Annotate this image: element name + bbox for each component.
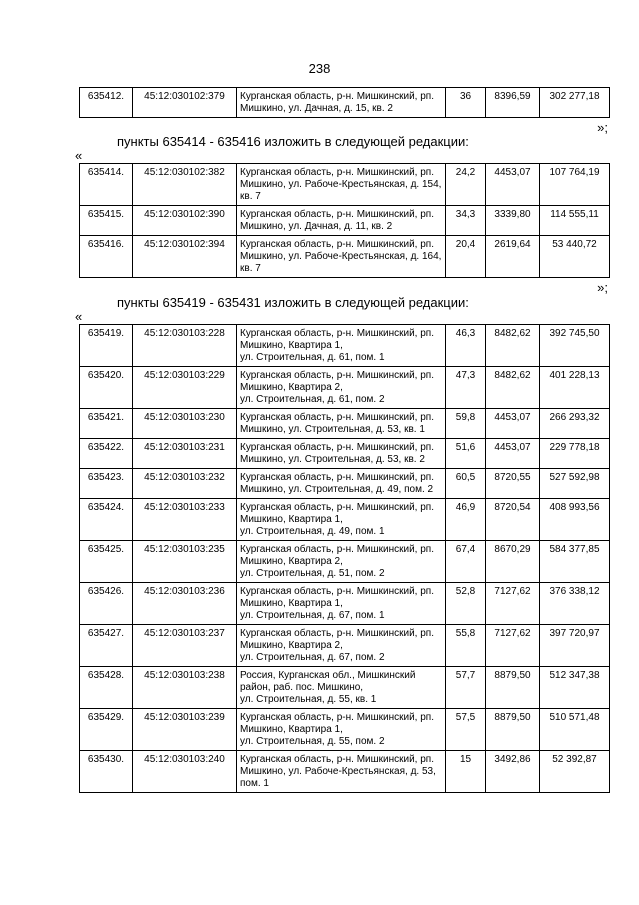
area: 52,8 — [446, 583, 486, 625]
register-table-3 — [79, 324, 610, 793]
address: Курганская область, р-н. Мишкинский, рп. Мишкино, Квартира 1, ул. Строительная, д. 61, пом. 1 — [237, 325, 446, 367]
address: Курганская область, р-н. Мишкинский, рп. Мишкино, Квартира 2, ул. Строительная, д. 61, пом. 2 — [237, 367, 446, 409]
cadastral-value: 302 277,18 — [540, 88, 610, 118]
unit-value: 8879,50 — [486, 667, 540, 709]
table-row — [80, 625, 610, 667]
cadastral-value: 401 228,13 — [540, 367, 610, 409]
row-number: 635429. — [80, 709, 133, 751]
amendment-instruction: пункты 635419 - 635431 изложить в следующей редакции: — [117, 295, 469, 310]
row-number: 635415. — [80, 206, 133, 236]
unit-value: 8396,59 — [486, 88, 540, 118]
area: 47,3 — [446, 367, 486, 409]
table-row — [80, 88, 610, 118]
cadastral-value: 584 377,85 — [540, 541, 610, 583]
table-row — [80, 409, 610, 439]
cadastral-value: 114 555,11 — [540, 206, 610, 236]
cadastral-value: 527 592,98 — [540, 469, 610, 499]
cadastral-value: 53 440,72 — [540, 236, 610, 278]
row-number: 635425. — [80, 541, 133, 583]
row-number: 635414. — [80, 164, 133, 206]
table-row — [80, 206, 610, 236]
address: Курганская область, р-н. Мишкинский, рп. Мишкино, ул. Строительная, д. 49, пом. 2 — [237, 469, 446, 499]
area: 59,8 — [446, 409, 486, 439]
table-row — [80, 541, 610, 583]
area: 51,6 — [446, 439, 486, 469]
cadastral-number: 45:12:030103:238 — [133, 667, 237, 709]
unit-value: 4453,07 — [486, 164, 540, 206]
cadastral-number: 45:12:030103:230 — [133, 409, 237, 439]
area: 20,4 — [446, 236, 486, 278]
table-row — [80, 164, 610, 206]
address: Курганская область, р-н. Мишкинский, рп. Мишкино, ул. Дачная, д. 11, кв. 2 — [237, 206, 446, 236]
cadastral-value: 229 778,18 — [540, 439, 610, 469]
address: Курганская область, р-н. Мишкинский, рп. Мишкино, Квартира 2, ул. Строительная, д. 67, пом. 2 — [237, 625, 446, 667]
cadastral-value: 52 392,87 — [540, 751, 610, 793]
unit-value: 4453,07 — [486, 409, 540, 439]
cadastral-value: 266 293,32 — [540, 409, 610, 439]
area: 67,4 — [446, 541, 486, 583]
unit-value: 8879,50 — [486, 709, 540, 751]
area: 57,5 — [446, 709, 486, 751]
cadastral-number: 45:12:030103:231 — [133, 439, 237, 469]
closing-quote: »; — [597, 280, 608, 295]
row-number: 635424. — [80, 499, 133, 541]
table-row — [80, 439, 610, 469]
unit-value: 4453,07 — [486, 439, 540, 469]
row-number: 635422. — [80, 439, 133, 469]
cadastral-number: 45:12:030103:228 — [133, 325, 237, 367]
cadastral-number: 45:12:030103:229 — [133, 367, 237, 409]
table-row — [80, 667, 610, 709]
unit-value: 3339,80 — [486, 206, 540, 236]
table-row — [80, 367, 610, 409]
cadastral-value: 397 720,97 — [540, 625, 610, 667]
area: 55,8 — [446, 625, 486, 667]
row-number: 635419. — [80, 325, 133, 367]
address: Курганская область, р-н. Мишкинский, рп. Мишкино, Квартира 1, ул. Строительная, д. 49, пом. 1 — [237, 499, 446, 541]
unit-value: 7127,62 — [486, 625, 540, 667]
row-number: 635423. — [80, 469, 133, 499]
cadastral-value: 392 745,50 — [540, 325, 610, 367]
address: Курганская область, р-н. Мишкинский, рп. Мишкино, Квартира 1, ул. Строительная, д. 67, пом. 1 — [237, 583, 446, 625]
unit-value: 2619,64 — [486, 236, 540, 278]
cadastral-number: 45:12:030103:233 — [133, 499, 237, 541]
cadastral-value: 376 338,12 — [540, 583, 610, 625]
table-row — [80, 469, 610, 499]
area: 34,3 — [446, 206, 486, 236]
unit-value: 7127,62 — [486, 583, 540, 625]
row-number: 635430. — [80, 751, 133, 793]
address: Курганская область, р-н. Мишкинский, рп. Мишкино, ул. Дачная, д. 15, кв. 2 — [237, 88, 446, 118]
area: 60,5 — [446, 469, 486, 499]
unit-value: 8482,62 — [486, 367, 540, 409]
row-number: 635420. — [80, 367, 133, 409]
address: Курганская область, р-н. Мишкинский, рп. Мишкино, Квартира 2, ул. Строительная, д. 51, пом. 2 — [237, 541, 446, 583]
area: 24,2 — [446, 164, 486, 206]
cadastral-number: 45:12:030103:237 — [133, 625, 237, 667]
cadastral-number: 45:12:030102:382 — [133, 164, 237, 206]
cadastral-number: 45:12:030103:235 — [133, 541, 237, 583]
table-row — [80, 325, 610, 367]
area: 46,9 — [446, 499, 486, 541]
cadastral-value: 512 347,38 — [540, 667, 610, 709]
address: Россия, Курганская обл., Мишкинский район, раб. пос. Мишкино, ул. Строительная, д. 55, кв. 1 — [237, 667, 446, 709]
table-row — [80, 751, 610, 793]
area: 46,3 — [446, 325, 486, 367]
register-table-1 — [79, 87, 610, 118]
unit-value: 8482,62 — [486, 325, 540, 367]
closing-quote: »; — [597, 120, 608, 135]
unit-value: 3492,86 — [486, 751, 540, 793]
row-number: 635428. — [80, 667, 133, 709]
opening-quote: « — [75, 309, 83, 324]
cadastral-value: 510 571,48 — [540, 709, 610, 751]
address: Курганская область, р-н. Мишкинский, рп. Мишкино, ул. Строительная, д. 53, кв. 2 — [237, 439, 446, 469]
register-table-2 — [79, 163, 610, 278]
address: Курганская область, р-н. Мишкинский, рп. Мишкино, ул. Рабоче-Крестьянская, д. 164, кв. 7 — [237, 236, 446, 278]
address: Курганская область, р-н. Мишкинский, рп. Мишкино, ул. Рабоче-Крестьянская, д. 53, пом. 1 — [237, 751, 446, 793]
amendment-instruction: пункты 635414 - 635416 изложить в следующей редакции: — [117, 134, 469, 149]
row-number: 635427. — [80, 625, 133, 667]
unit-value: 8720,55 — [486, 469, 540, 499]
table-row — [80, 709, 610, 751]
opening-quote: « — [75, 148, 83, 163]
unit-value: 8720,54 — [486, 499, 540, 541]
area: 36 — [446, 88, 486, 118]
row-number: 635416. — [80, 236, 133, 278]
address: Курганская область, р-н. Мишкинский, рп. Мишкино, Квартира 1, ул. Строительная, д. 55, пом. 2 — [237, 709, 446, 751]
cadastral-number: 45:12:030103:239 — [133, 709, 237, 751]
row-number: 635412. — [80, 88, 133, 118]
row-number: 635426. — [80, 583, 133, 625]
unit-value: 8670,29 — [486, 541, 540, 583]
table-row — [80, 583, 610, 625]
address: Курганская область, р-н. Мишкинский, рп. Мишкино, ул. Строительная, д. 53, кв. 1 — [237, 409, 446, 439]
cadastral-number: 45:12:030103:236 — [133, 583, 237, 625]
cadastral-number: 45:12:030103:240 — [133, 751, 237, 793]
cadastral-value: 107 764,19 — [540, 164, 610, 206]
cadastral-value: 408 993,56 — [540, 499, 610, 541]
cadastral-number: 45:12:030102:379 — [133, 88, 237, 118]
page-number: 238 — [308, 61, 331, 76]
cadastral-number: 45:12:030103:232 — [133, 469, 237, 499]
area: 57,7 — [446, 667, 486, 709]
area: 15 — [446, 751, 486, 793]
row-number: 635421. — [80, 409, 133, 439]
cadastral-number: 45:12:030102:394 — [133, 236, 237, 278]
cadastral-number: 45:12:030102:390 — [133, 206, 237, 236]
table-row — [80, 499, 610, 541]
table-row — [80, 236, 610, 278]
address: Курганская область, р-н. Мишкинский, рп. Мишкино, ул. Рабоче-Крестьянская, д. 154, кв. 7 — [237, 164, 446, 206]
